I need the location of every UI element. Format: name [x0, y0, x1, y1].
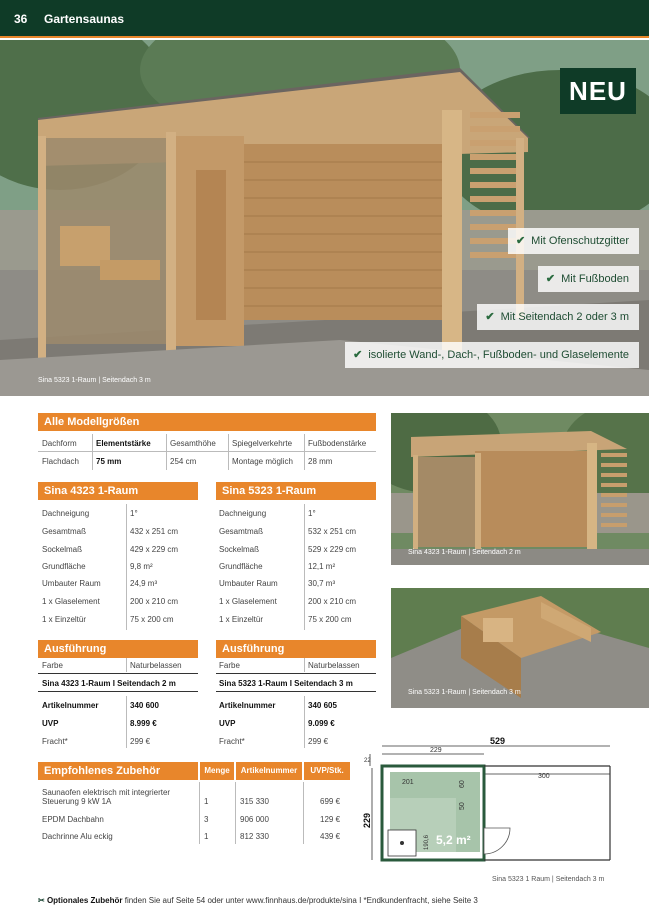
freight-label: Fracht* — [219, 737, 245, 746]
article-value: 340 605 — [308, 701, 337, 710]
check-icon: ✔ — [545, 273, 556, 285]
divider — [304, 504, 305, 630]
variant-label: Sina 4323 1-Raum I Seitendach 2 m — [42, 679, 176, 688]
spec-value: 75 x 200 cm — [130, 615, 174, 624]
page-number: 36 — [14, 12, 28, 26]
floor-plan-caption: Sina 5323 1 Raum | Seitendach 3 m — [492, 876, 605, 883]
uvp-label: UVP — [42, 719, 59, 728]
accessory-price: 129 € — [320, 815, 341, 824]
spec-label: Grundfläche — [219, 562, 263, 571]
spec-label: Dachneigung — [42, 509, 90, 518]
footer-note — [38, 896, 478, 905]
feature-side-roof: ✔ Mit Seitendach 2 oder 3 m — [477, 304, 639, 330]
spec-value: 9,8 m² — [130, 562, 153, 571]
uvp-value: 9.099 € — [308, 719, 335, 728]
spec-value: 429 x 229 cm — [130, 545, 179, 554]
all-models-header-mirror: Spiegelverkehrte — [232, 439, 293, 448]
photo-caption: Sina 5323 1-Raum | Seitendach 3 m — [408, 689, 521, 696]
product-photo-5323-top — [391, 588, 649, 708]
divider — [126, 658, 127, 672]
accessories-price-heading: UVP/Stk. — [304, 762, 350, 780]
divider — [216, 691, 376, 692]
spec-value: 432 x 251 cm — [130, 527, 179, 536]
uvp-value: 8.999 € — [130, 719, 157, 728]
spec-label: Sockelmaß — [219, 545, 260, 554]
section-title: Gartensaunas — [44, 12, 125, 26]
accessory-qty: 3 — [204, 815, 209, 824]
uvp-label: UVP — [219, 719, 236, 728]
spec-value: 1° — [308, 509, 316, 518]
model-a-execution-heading: Ausführung — [38, 640, 198, 658]
bench-label: 60 — [459, 780, 466, 788]
article-value: 340 600 — [130, 701, 159, 710]
spec-label: Gesamtmaß — [219, 527, 264, 536]
footer-text: finden Sie auf Seite 54 oder unter www.finnhaus.de/produkte/sina I *Endkundenfracht, siehe Seite 3 — [122, 896, 478, 905]
spec-value: 1° — [130, 509, 138, 518]
feature-insulation: ✔ isolierte Wand-, Dach-, Fußboden- und Glaselemente — [345, 342, 639, 368]
spec-label: Sockelmaß — [42, 545, 83, 554]
divider — [199, 782, 200, 844]
accessory-article: 812 330 — [240, 832, 269, 841]
article-label: Artikelnummer — [219, 701, 276, 710]
spec-label: Umbauter Raum — [219, 579, 278, 588]
feature-floor: ✔ Mit Fußboden — [538, 266, 639, 292]
bench-label: 201 — [402, 779, 414, 786]
spec-value: 24,9 m³ — [130, 579, 158, 588]
divider — [92, 434, 93, 470]
accessory-qty: 1 — [204, 832, 209, 841]
check-icon: ✔ — [485, 311, 495, 323]
article-label: Artikelnummer — [42, 701, 99, 710]
all-models-header-thickness: Elementstärke — [96, 439, 151, 448]
product-photo-4323 — [391, 413, 649, 565]
model-b-execution-heading: Ausführung — [216, 640, 376, 658]
dim-cabin: 229 — [430, 747, 442, 754]
photo-caption: Sina 4323 1-Raum | Seitendach 2 m — [408, 549, 521, 556]
divider — [235, 782, 236, 844]
spec-label: 1 x Einzeltür — [219, 615, 264, 624]
new-badge: NEU — [560, 68, 636, 114]
accessory-article: 906 000 — [240, 815, 269, 824]
divider — [126, 696, 127, 748]
divider — [304, 658, 305, 672]
spec-label: 1 x Einzeltür — [42, 615, 87, 624]
dim-small: 22 — [364, 758, 371, 764]
all-models-header-floor: Fußbodenstärke — [308, 439, 367, 448]
check-icon: ✔ — [353, 349, 363, 361]
all-models-value-thickness: 75 mm — [96, 457, 122, 466]
divider — [166, 434, 167, 470]
spec-label: Umbauter Raum — [42, 579, 101, 588]
divider — [216, 673, 376, 674]
door-dim: 190,6 — [424, 834, 430, 850]
color-value: Naturbelassen — [130, 661, 182, 670]
color-label: Farbe — [42, 661, 63, 670]
spec-value: 532 x 251 cm — [308, 527, 357, 536]
all-models-header-roof: Dachform — [42, 439, 77, 448]
sauna-photo-illustration — [391, 413, 649, 565]
spec-label: 1 x Glaselement — [42, 597, 100, 606]
tools-icon: ✂ — [38, 896, 45, 905]
accessories-heading: Empfohlenes Zubehör — [38, 762, 198, 780]
all-models-value-height: 254 cm — [170, 457, 197, 466]
all-models-value-mirror: Montage möglich — [232, 457, 293, 466]
spec-value: 200 x 210 cm — [130, 597, 179, 606]
color-label: Farbe — [219, 661, 240, 670]
spec-value: 200 x 210 cm — [308, 597, 357, 606]
dim-depth: 229 — [362, 812, 372, 828]
accessories-qty-heading: Menge — [200, 762, 234, 780]
accessory-name: EPDM Dachbahn — [42, 815, 104, 824]
spec-value: 30,7 m³ — [308, 579, 336, 588]
all-models-value-roof: Flachdach — [42, 457, 79, 466]
spec-value: 75 x 200 cm — [308, 615, 352, 624]
check-icon: ✔ — [515, 235, 526, 247]
accessory-price: 699 € — [320, 797, 341, 806]
accessory-article: 315 330 — [240, 797, 269, 806]
model-b-heading: Sina 5323 1-Raum — [216, 482, 376, 500]
accessory-name: Dachrinne Alu eckig — [42, 832, 113, 841]
divider — [126, 504, 127, 630]
spec-label: 1 x Glaselement — [219, 597, 277, 606]
footer-lead: Optionales Zubehör — [46, 896, 123, 905]
all-models-value-floor: 28 mm — [308, 457, 333, 466]
divider — [304, 696, 305, 748]
accessory-price: 439 € — [320, 832, 341, 841]
freight-value: 299 € — [308, 737, 329, 746]
spec-value: 529 x 229 cm — [308, 545, 357, 554]
all-models-header-height: Gesamthöhe — [170, 439, 216, 448]
divider — [304, 434, 305, 470]
hero-caption: Sina 5323 1-Raum | Seitendach 3 m — [38, 377, 151, 384]
divider — [303, 782, 304, 844]
spec-label: Grundfläche — [42, 562, 86, 571]
divider — [38, 451, 376, 452]
spec-label: Gesamtmaß — [42, 527, 87, 536]
color-value: Naturbelassen — [308, 661, 360, 670]
accessories-article-heading: Artikelnummer — [236, 762, 302, 780]
accessory-name: Steuerung 9 kW 1A — [42, 797, 112, 806]
divider — [228, 434, 229, 470]
bench-label: 50 — [459, 802, 466, 810]
floor-plan — [360, 732, 649, 872]
dim-total: 529 — [490, 736, 506, 746]
dim-roof: 300 — [538, 773, 550, 780]
feature-stove-guard: ✔ Mit Ofenschutzgitter — [508, 228, 639, 254]
page-header — [0, 0, 649, 38]
divider — [38, 673, 198, 674]
area-label: 5,2 m² — [436, 833, 471, 847]
spec-label: Dachneigung — [219, 509, 267, 518]
model-a-heading: Sina 4323 1-Raum — [38, 482, 198, 500]
all-models-heading: Alle Modellgrößen — [38, 413, 376, 431]
variant-label: Sina 5323 1-Raum I Seitendach 3 m — [219, 679, 353, 688]
accessory-qty: 1 — [204, 797, 209, 806]
accessory-name: Saunaofen elektrisch mit integrierter — [42, 788, 171, 797]
freight-label: Fracht* — [42, 737, 68, 746]
spec-value: 12,1 m² — [308, 562, 336, 571]
freight-value: 299 € — [130, 737, 151, 746]
divider — [38, 691, 198, 692]
